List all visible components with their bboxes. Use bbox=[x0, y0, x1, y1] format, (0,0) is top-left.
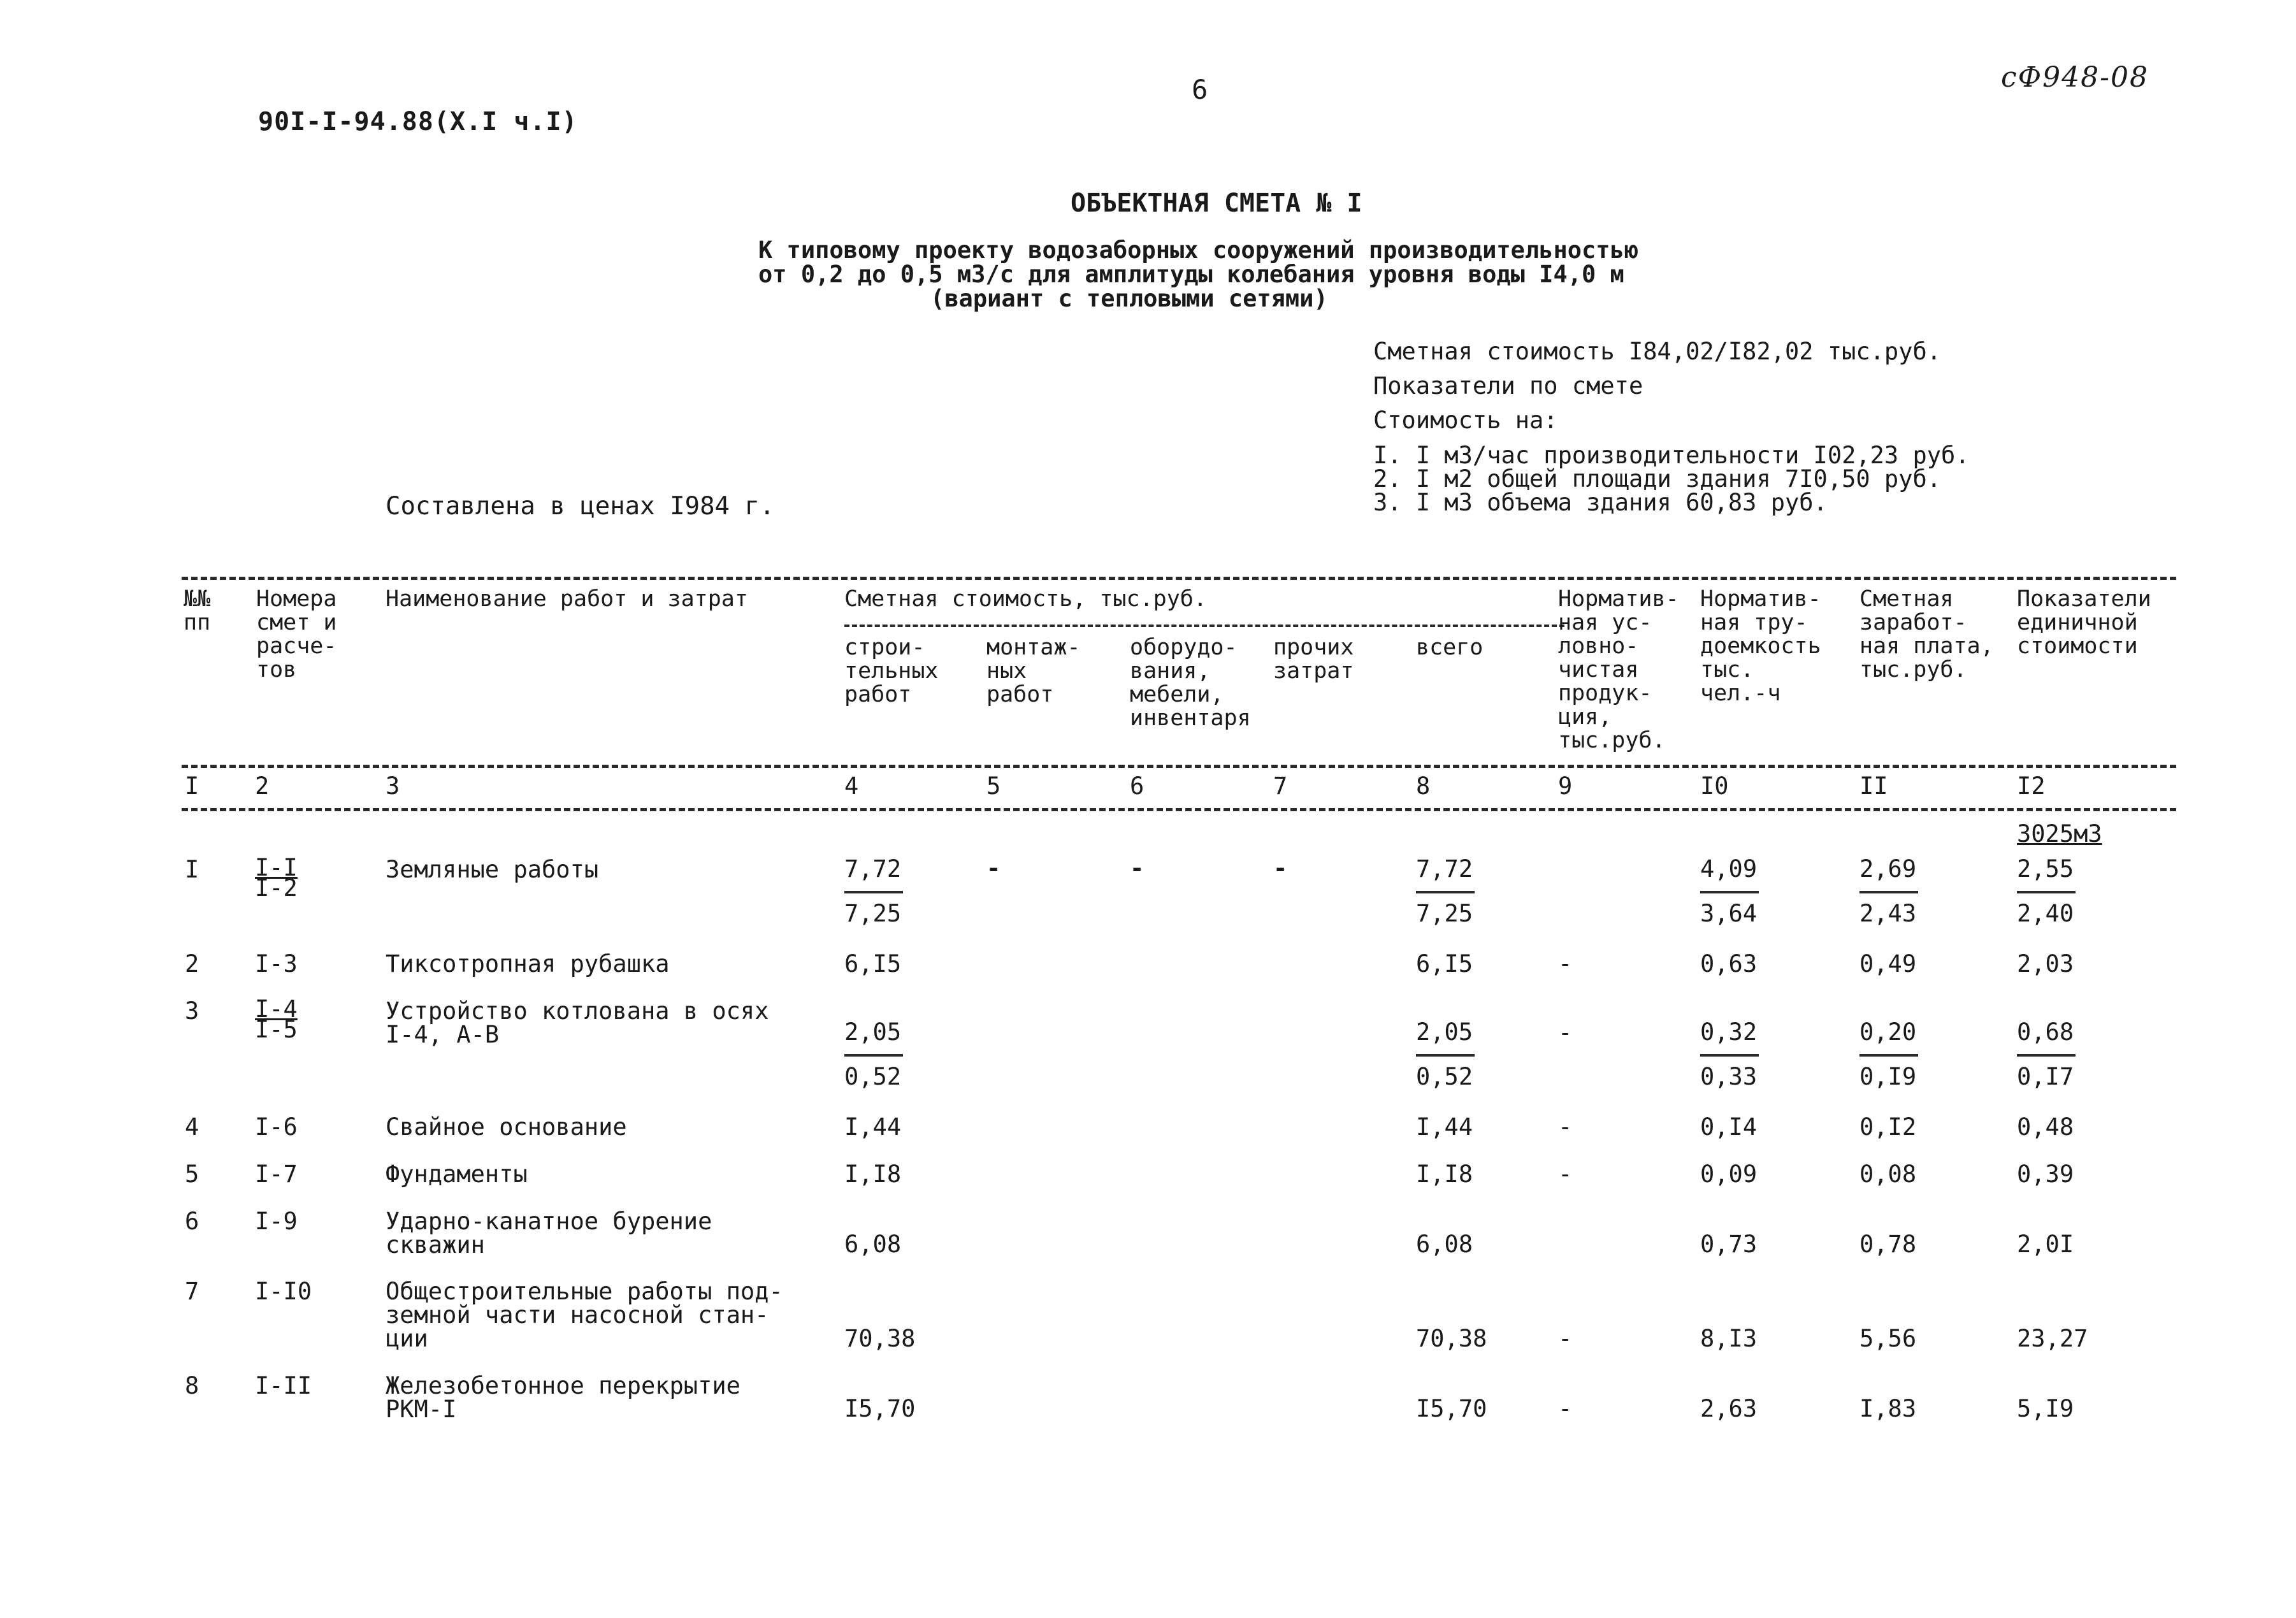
unit-cost-item: I. I м3/час производительности I02,23 руб. bbox=[1373, 442, 1970, 469]
wages-value: 5,56 bbox=[1859, 1325, 1917, 1352]
total-value: 6,08 bbox=[1416, 1231, 1473, 1258]
normative-value: - bbox=[1558, 1395, 1573, 1422]
header-estimated-cost-group: Сметная стоимость, тыс.руб. bbox=[844, 586, 1207, 612]
header-equipment: оборудо- вания, мебели, инвентаря bbox=[1130, 635, 1251, 731]
unit-cost-value: 2,0I bbox=[2017, 1231, 2074, 1258]
group-header-rule bbox=[844, 625, 1564, 627]
header-bottom-rule bbox=[182, 765, 2176, 768]
row-number: 3 bbox=[185, 997, 199, 1025]
estimate-ref: I-I0 bbox=[255, 1278, 312, 1305]
row-number: 4 bbox=[185, 1113, 199, 1141]
subtitle-line-3: (вариант с тепловыми сетями) bbox=[930, 285, 1328, 312]
column-number: II bbox=[1859, 772, 1888, 800]
column-number-rule bbox=[182, 808, 2176, 811]
header-wages: Сметная заработ- ная плата, тыс.руб. bbox=[1859, 586, 1994, 683]
labor-value: 0,09 bbox=[1700, 1160, 1758, 1188]
other-value: - bbox=[1273, 855, 1288, 882]
unit-cost-value: 0,39 bbox=[2017, 1160, 2074, 1188]
total-value: 70,38 bbox=[1416, 1325, 1487, 1352]
archive-stamp: сФ948-08 bbox=[2001, 61, 2149, 94]
total-value: 2,05 0,52 bbox=[1416, 1020, 1475, 1090]
work-name: Свайное основание bbox=[386, 1113, 627, 1141]
total-value: 6,I5 bbox=[1416, 950, 1473, 978]
normative-value: - bbox=[1558, 950, 1573, 978]
header-estimate-numbers: Номера смет и расче- тов bbox=[256, 586, 337, 683]
unit-cost-value: 0,48 bbox=[2017, 1113, 2074, 1141]
column-number: 5 bbox=[986, 772, 1001, 800]
unit-cost-value: 0,68 0,I7 bbox=[2017, 1020, 2076, 1090]
work-name: Фундаменты bbox=[386, 1160, 528, 1188]
unit-cost-value: 2,55 2,40 bbox=[2017, 856, 2076, 927]
estimate-ref: I-4 I-5 bbox=[255, 995, 298, 1043]
column-number: I0 bbox=[1700, 772, 1729, 800]
row-number: 8 bbox=[185, 1372, 199, 1399]
row-number: 2 bbox=[185, 950, 199, 978]
column-number: 4 bbox=[844, 772, 859, 800]
construction-value: I,44 bbox=[844, 1113, 902, 1141]
volume-note: 3025м3 bbox=[2017, 820, 2102, 848]
header-work-name: Наименование работ и затрат bbox=[386, 586, 748, 612]
labor-value: 0,I4 bbox=[1700, 1113, 1758, 1141]
row-number: 6 bbox=[185, 1208, 199, 1235]
column-number: 8 bbox=[1416, 772, 1431, 800]
wages-value: 0,49 bbox=[1859, 950, 1917, 978]
indicators-label: Показатели по смете bbox=[1373, 372, 1643, 400]
column-number: I bbox=[185, 772, 199, 800]
construction-value: 7,72 7,25 bbox=[844, 856, 903, 927]
header-unit-cost: Показатели единичной стоимости bbox=[2017, 586, 2151, 659]
estimate-ref: I-I I-2 bbox=[255, 854, 298, 902]
price-basis-note: Составлена в ценах I984 г. bbox=[386, 492, 775, 521]
subtitle-line-2: от 0,2 до 0,5 м3/с для амплитуды колебания уровня воды I4,0 м bbox=[758, 261, 1624, 288]
equipment-value: - bbox=[1130, 855, 1144, 882]
labor-value: 8,I3 bbox=[1700, 1325, 1758, 1352]
construction-value: 70,38 bbox=[844, 1325, 916, 1352]
row-number: 7 bbox=[185, 1278, 199, 1305]
installation-value: - bbox=[986, 855, 1001, 882]
work-name: Железобетонное перекрытие РКМ-I bbox=[386, 1372, 740, 1423]
page-number: 6 bbox=[1192, 74, 1208, 105]
work-name: Общестроительные работы под- земной части насосной стан- ции bbox=[386, 1278, 783, 1352]
normative-value: - bbox=[1558, 1113, 1573, 1141]
normative-value: - bbox=[1558, 1160, 1573, 1188]
header-total: всего bbox=[1416, 635, 1484, 660]
unit-cost-list bbox=[1373, 444, 1970, 514]
estimate-ref: I-9 bbox=[255, 1208, 298, 1235]
work-name: Тиксотропная рубашка bbox=[386, 950, 670, 978]
labor-value: 4,09 3,64 bbox=[1700, 856, 1759, 927]
construction-value: I,I8 bbox=[844, 1160, 902, 1188]
document-subtitle bbox=[758, 238, 1638, 311]
total-value: I,44 bbox=[1416, 1113, 1473, 1141]
wages-value: 0,08 bbox=[1859, 1160, 1917, 1188]
wages-value: 2,69 2,43 bbox=[1859, 856, 1918, 927]
column-number: 6 bbox=[1130, 772, 1144, 800]
unit-cost-value: 23,27 bbox=[2017, 1325, 2088, 1352]
header-normative-product: Норматив- ная ус- ловно- чистая продук- ция, тыс.руб. bbox=[1558, 586, 1679, 753]
estimated-cost: Сметная стоимость I84,02/I82,02 тыс.руб. bbox=[1373, 338, 1942, 365]
wages-value: 0,I2 bbox=[1859, 1113, 1917, 1141]
estimate-ref: I-6 bbox=[255, 1113, 298, 1141]
wages-value: I,83 bbox=[1859, 1395, 1917, 1422]
header-construction: строи- тельных работ bbox=[844, 635, 939, 707]
header-other: прочих затрат bbox=[1273, 635, 1354, 684]
column-number: I2 bbox=[2017, 772, 2046, 800]
document-code: 90I-I-94.88(X.I ч.I) bbox=[258, 107, 578, 136]
normative-value: - bbox=[1558, 1019, 1573, 1046]
unit-cost-value: 5,I9 bbox=[2017, 1395, 2074, 1422]
header-labor-intensity: Норматив- ная тру- доемкость тыс. чел.-ч bbox=[1700, 586, 1821, 706]
column-number: 9 bbox=[1558, 772, 1573, 800]
estimate-ref: I-II bbox=[255, 1372, 312, 1399]
document-title: ОБЪЕКТНАЯ СМЕТА № I bbox=[1071, 189, 1362, 218]
cost-per-label: Стоимость на: bbox=[1373, 407, 1558, 434]
wages-value: 0,20 0,I9 bbox=[1859, 1020, 1918, 1090]
construction-value: 6,I5 bbox=[844, 950, 902, 978]
total-value: I,I8 bbox=[1416, 1160, 1473, 1188]
row-number: 5 bbox=[185, 1160, 199, 1188]
header-installation: монтаж- ных работ bbox=[986, 635, 1081, 707]
work-name: Ударно-канатное бурение скважин bbox=[386, 1208, 712, 1259]
column-number: 2 bbox=[255, 772, 270, 800]
labor-value: 0,73 bbox=[1700, 1231, 1758, 1258]
construction-value: I5,70 bbox=[844, 1395, 916, 1422]
labor-value: 0,32 0,33 bbox=[1700, 1020, 1759, 1090]
estimate-ref: I-3 bbox=[255, 950, 298, 978]
total-value: I5,70 bbox=[1416, 1395, 1487, 1422]
construction-value: 6,08 bbox=[844, 1231, 902, 1258]
unit-cost-item: 2. I м2 общей площади здания 7I0,50 руб. bbox=[1373, 465, 1942, 493]
header-row-number: №№ пп bbox=[184, 586, 211, 635]
unit-cost-item: 3. I м3 объема здания 60,83 руб. bbox=[1373, 489, 1828, 516]
normative-value: - bbox=[1558, 1325, 1573, 1352]
labor-value: 2,63 bbox=[1700, 1395, 1758, 1422]
unit-cost-value: 2,03 bbox=[2017, 950, 2074, 978]
cost-summary bbox=[1373, 338, 1941, 441]
work-name: Земляные работы bbox=[386, 856, 599, 883]
column-number: 3 bbox=[386, 772, 400, 800]
estimate-ref: I-7 bbox=[255, 1160, 298, 1188]
table-top-rule bbox=[182, 577, 2176, 580]
labor-value: 0,63 bbox=[1700, 950, 1758, 978]
column-number: 7 bbox=[1273, 772, 1288, 800]
work-name: Устройство котлована в осях I-4, А-В bbox=[386, 997, 769, 1048]
row-number: I bbox=[185, 856, 199, 883]
total-value: 7,72 7,25 bbox=[1416, 856, 1475, 927]
subtitle-line-1: К типовому проекту водозаборных сооружений производительностью bbox=[758, 236, 1639, 264]
construction-value: 2,05 0,52 bbox=[844, 1020, 903, 1090]
wages-value: 0,78 bbox=[1859, 1231, 1917, 1258]
